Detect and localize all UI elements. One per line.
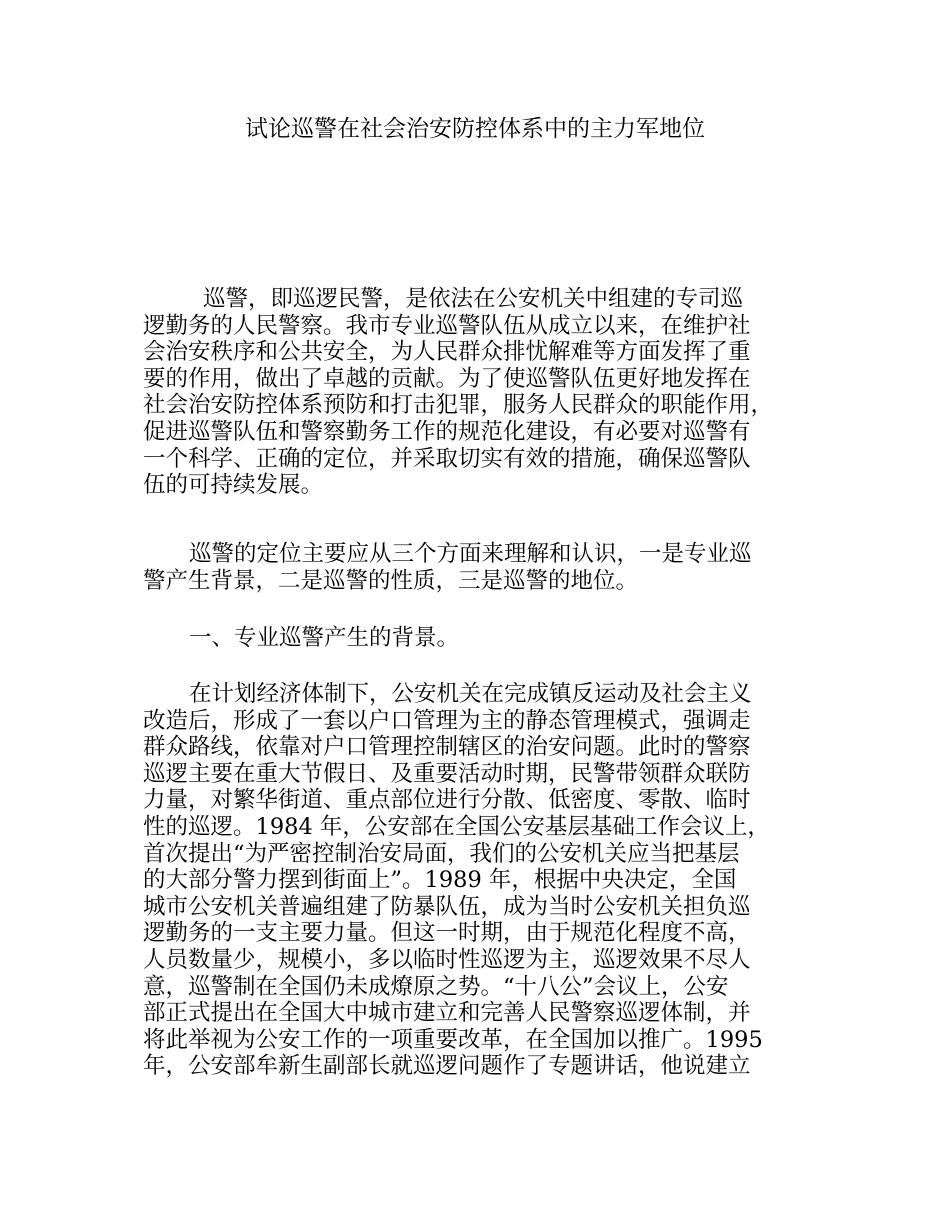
- paragraph-line: 巡警的定位主要应从三个方面来理解和认识，一是专业巡: [189, 541, 752, 567]
- paragraph-intro: [143, 286, 823, 499]
- paragraph-line: 人员数量少，规模小，多以临时性巡逻为主，巡逻效果不尽人: [143, 946, 751, 973]
- paragraph-line: 一个科学、正确的定位，并采取切实有效的措施，确保巡警队: [143, 445, 751, 472]
- paragraph-background: [143, 681, 823, 1080]
- section-heading: [143, 625, 823, 652]
- paragraph-line: 城市公安机关普遍组建了防暴队伍，成为当时公安机关担负巡: [143, 893, 751, 920]
- paragraph-line: 促进巡警队伍和警察勤务工作的规范化建设，有必要对巡警有: [143, 418, 751, 445]
- paragraph-line: 伍的可持续发展。: [143, 472, 324, 499]
- paragraph-line: 年，公安部牟新生副部长就巡逻问题作了专题讲话，他说建立: [143, 1053, 751, 1080]
- paragraph-line: 部正式提出在全国大中城市建立和完善人民警察巡逻体制，并: [143, 1000, 751, 1027]
- paragraph-line: 要的作用，做出了卓越的贡献。为了使巡警队伍更好地发挥在: [143, 365, 751, 392]
- paragraph-line: 社会治安防控体系预防和打击犯罪，服务人民群众的职能作用，: [143, 392, 774, 419]
- paragraph-line: 逻勤务的一支主要力量。但这一时期，由于规范化程度不高，: [143, 920, 751, 947]
- paragraph-line: 会治安秩序和公共安全，为人民群众排忧解难等方面发挥了重: [143, 339, 751, 366]
- paragraph-line: 在计划经济体制下，公安机关在完成镇反运动及社会主义: [189, 681, 752, 707]
- paragraph-line: 力量，对繁华街道、重点部位进行分散、低密度、零散、临时: [143, 787, 751, 814]
- paragraph-line: 群众路线，依靠对户口管理控制辖区的治安问题。此时的警察: [143, 734, 751, 761]
- paragraph-line: 巡警，即巡逻民警，是依法在公安机关中组建的专司巡: [203, 286, 744, 312]
- document-title: 试论巡警在社会治安防控体系中的主力军地位: [245, 116, 705, 142]
- paragraph-line: 意，巡警制在全国仍未成燎原之势。“十八公”会议上，公安: [143, 973, 729, 1000]
- paragraph-line: 警产生背景，二是巡警的性质，三是巡警的地位。: [143, 567, 639, 594]
- paragraph-positioning: [143, 541, 823, 594]
- paragraph-line: 逻勤务的人民警察。我市专业巡警队伍从成立以来，在维护社: [143, 312, 751, 339]
- paragraph-line: 巡逻主要在重大节假日、及重要活动时期，民警带领群众联防: [143, 760, 751, 787]
- paragraph-line: 将此举视为公安工作的一项重要改革，在全国加以推广。1995: [143, 1026, 763, 1053]
- section-heading-text: 一、专业巡警产生的背景。: [189, 625, 460, 651]
- paragraph-line: 首次提出“为严密控制治安局面，我们的公安机关应当把基层: [143, 840, 740, 867]
- paragraph-line: 性的巡逻。1984 年，公安部在全国公安基层基础工作会议上，: [143, 813, 770, 840]
- paragraph-line: 改造后，形成了一套以户口管理为主的静态管理模式，强调走: [143, 707, 751, 734]
- paragraph-line: 的大部分警力摆到街面上”。1989 年，根据中央决定，全国: [143, 867, 737, 894]
